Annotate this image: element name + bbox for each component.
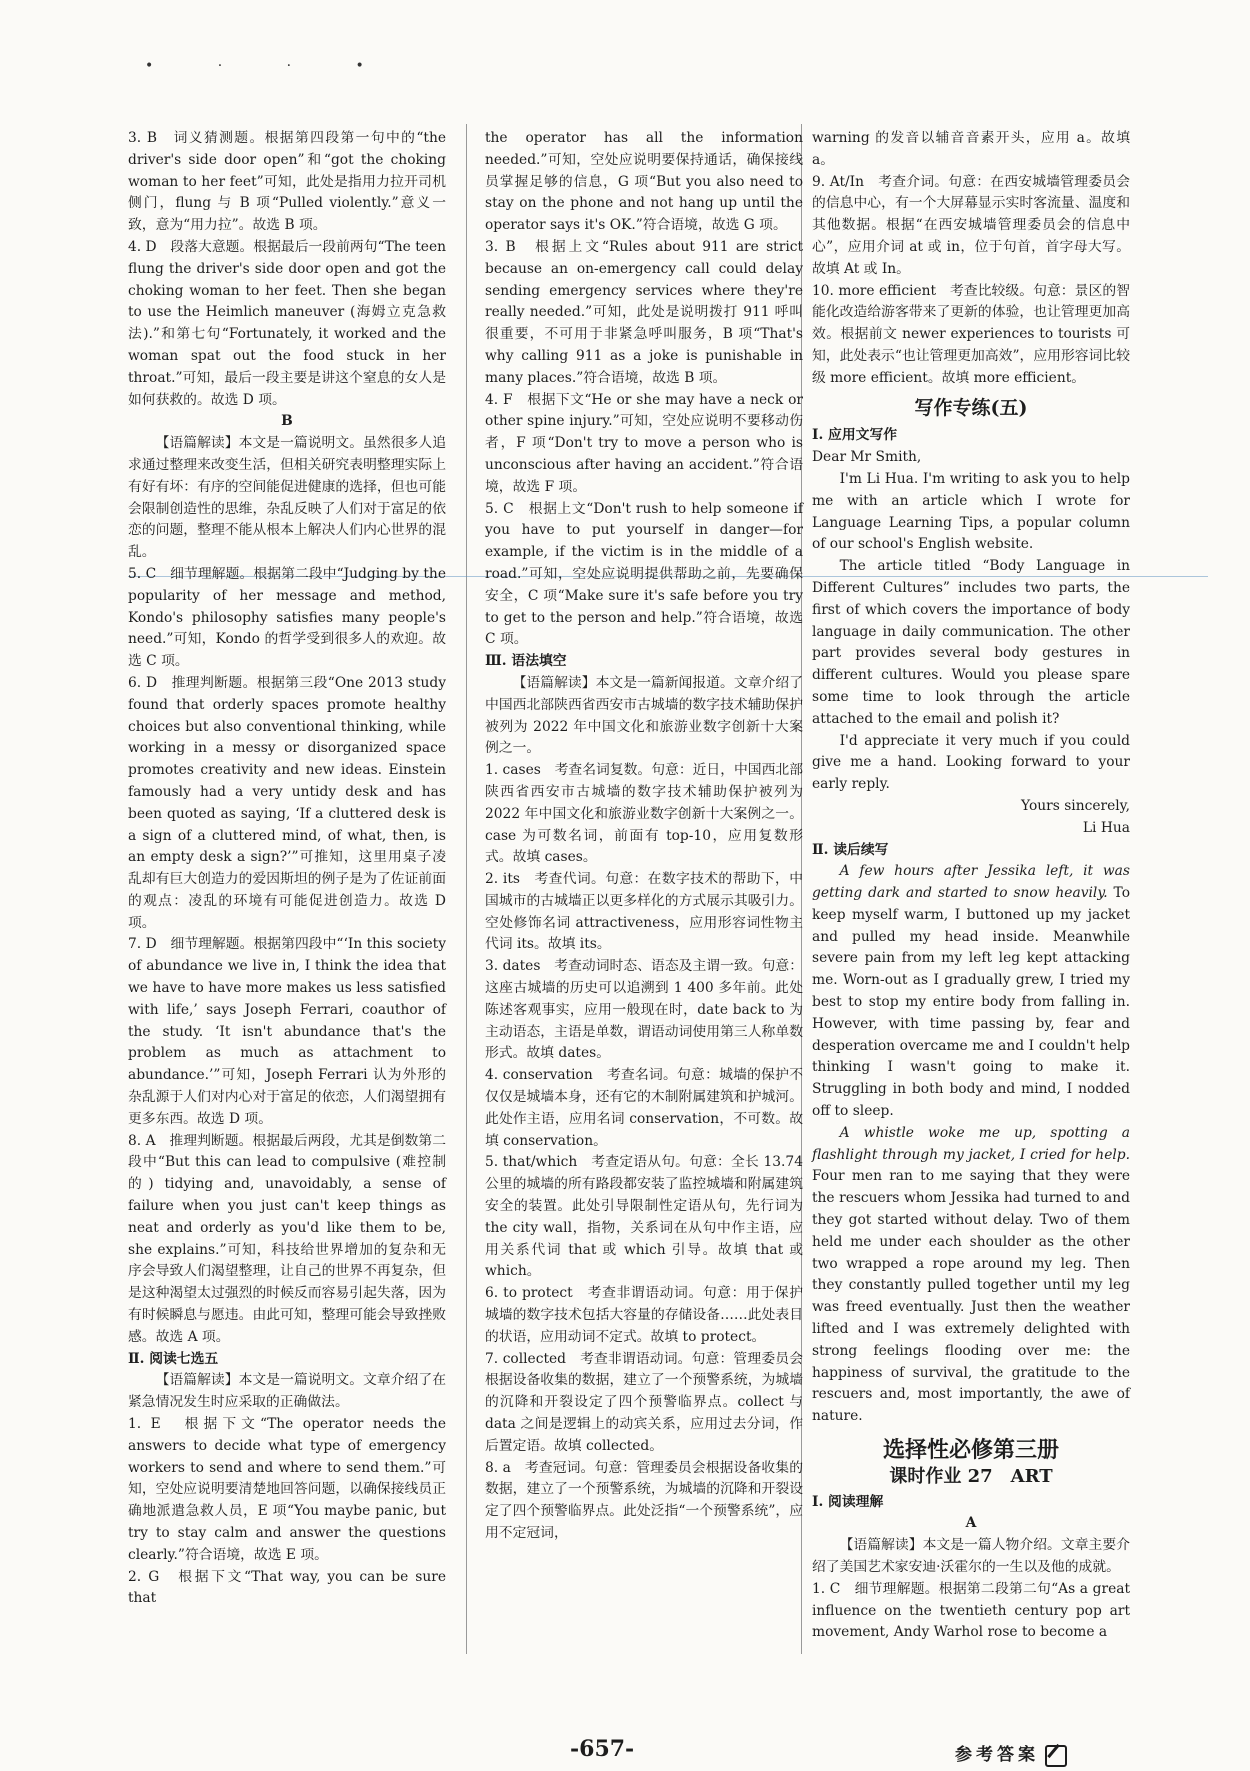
answer-3: 3. B 根据上文“Rules about 911 are strict because an on-emergency call could delay sending emergency services where they're really needed.”可知，此处是说明拨打 911 呼叫很重要，不可用于非紧急呼叫服务，B 项“That's why calling 911 as a joke is punishable in many places.”符合语境，故选 B 项。: [485, 238, 803, 386]
letter-salutation: Dear Mr Smith,: [812, 449, 922, 466]
lesson-title: 课时作业 27 ART: [889, 1465, 1053, 1487]
story-opening: A whistle woke me up, spotting a flashlight through my jacket, I cried for help.: [812, 1124, 1130, 1163]
answer-7: 7. D 细节理解题。根据第四段中“‘In this society of abundance we live in, I think the idea that we have to have more makes us less satisfied with life,’ says Joseph Ferrari, coauthor of the study. ‘It isn't abundance that's the problem as much as attachment to abundance.’”可知，Joseph Ferrari 认为外形的杂乱源于人们对内心对于富足的依恋，人们渴望拥有更多东西。故选 D 项。: [128, 936, 446, 1127]
answer-5: 5. C 细节理解题。根据第二段中“Judging by the popularity of her message and method, Kondo's philosophy satisfies many people's need.”可知，Kondo 的哲学受到很多人的欢迎。故选 C 项。: [128, 565, 446, 670]
section-b-heading: B: [281, 413, 293, 430]
story-paragraph: [812, 861, 1130, 1123]
answer-6: 6. D 推理判断题。根据第三段“One 2013 study found that orderly spaces promote healthy choices but also conventional thinking, while working in a messy or disorganized space promotes creativity and new ideas. Einstein famously had a very untidy desk and has been quoted as saying, ‘If a cluttered desk is a sign of a cluttered mind, of what, then, is an empty desk a sign?’”可推知，这里用桌子凌乱却有巨大创造力的爱因斯坦的例子是为了佐证前面的观点：凌乱的环境有可能促进创造力。故选 D 项。: [128, 674, 446, 931]
answer-5: 5. C 根据上文“Don't rush to help someone if you have to put yourself in danger—for example, if the victim is in the middle of a road.”可知，空处应说明提供帮助之前，先要确保安全，C 项“Make sure it's safe before you try to get to the person and help.”符合语境，故选 C 项。: [485, 500, 803, 648]
book-title: 选择性必修第三册: [882, 1437, 1059, 1464]
column-right: [812, 128, 1130, 1644]
column-divider: [466, 124, 467, 1654]
answer-3: 3. B 词义猜测题。根据第四段第一句中的“the driver's side door open”和“got the choking woman to her feet”可知，此处是指用力拉开司机侧门，flung 与 B 项“Pulled violently.”意义一致，意为“用力拉”。故选 B 项。: [128, 130, 446, 234]
answer-2-cont: the operator has all the information needed.”可知，空处应说明要保持通话，确保接线员掌握足够的信息，G 项“But you also need to stay on the phone and not hang up until the operator says it's OK.”符合语境，故选 G 项。: [485, 130, 803, 234]
answer-1: 1. E 根据下文“The operator needs the answers to decide what type of emergency workers to send and where to send them.”可知，空处应说明要清楚地回答问题，以确保接线员正确地派遣急救人员，E 项“You maybe panic, but try to stay calm and answer the questions clearly.”符合语境，故选 E 项。: [128, 1416, 446, 1563]
column-middle: [485, 128, 803, 1545]
story-paragraph: [812, 1123, 1130, 1428]
section-heading: Ⅱ. 读后续写: [812, 841, 889, 858]
grammar-9: 9. At/In 考查介词。句意：在西安城墙管理委员会的信息中心，有一个大屏幕显示实时客流量、温度和其他数据。根据“在西安城墙管理委员会的信息中心”，应用介词 at 或 in，位于句首，首字母大写。故填 At 或 In。: [812, 173, 1130, 277]
grammar-2: 2. its 考查代词。句意：在数字技术的帮助下，中国城市的古城墙正以更多样化的方式展示其吸引力。空处修饰名词 attractiveness，应用形容词性物主代词 its。故填 its。: [485, 871, 803, 953]
story-text: To keep myself warm, I buttoned up my jacket and pulled my head inside. Meanwhile severe pain from my left leg kept attacking me. Worn-out as I gradually grew, I tried my best to stop my entire body from falling in. However, with time passing by, fear and desperation overcame me and I couldn't help thinking I wasn't going to make it. Struggling in both body and mind, I nodded off to sleep.: [812, 885, 1130, 1120]
answer-4: 4. D 段落大意题。根据最后一段前两句“The teen flung the driver's side door open and got the choking woman to her feet. Then she began to use the Heimlich maneuver (海姆立克急救法).”和第七句“Fortunately, it worked and the woman spat out the food stuck in her throat.”可知，最后一段主要是讲这个窒息的女人是如何获救的。故选 D 项。: [128, 238, 446, 408]
letter-signature: Li Hua: [1082, 819, 1130, 836]
column-left: [128, 128, 446, 1610]
letter-paragraph: I'd appreciate it very much if you could give me a hand. Looking forward to your early reply.: [812, 732, 1130, 793]
answer-1: 1. C 细节理解题。根据第二段第二句“As a great influence on the twentieth century pop art movement, Andy Warhol rose to become a: [812, 1580, 1130, 1641]
letter-closing: Yours sincerely,: [1021, 797, 1130, 814]
passage-analysis: 【语篇解读】本文是一篇说明文。文章介绍了在紧急情况发生时应采取的正确做法。: [128, 1372, 446, 1411]
grammar-1: 1. cases 考查名词复数。句意：近日，中国西北部陕西省西安市古城墙的数字技术辅助保护被列为 2022 年中国文化和旅游业数字创新十大案例之一。case 为可数名词，前面有 top-10，应用复数形式。故填 cases。: [485, 762, 803, 866]
story-opening: A few hours after Jessika left, it was getting dark and started to snow heavily.: [812, 863, 1130, 902]
section-heading: Ⅱ. 阅读七选五: [128, 1350, 219, 1367]
grammar-7: 7. collected 考查非谓语动词。句意：管理委员会根据设备收集的数据，建立了一个预警系统，为城墙的沉降和开裂设定了四个预警临界点。collect 与 data 之间是逻辑上的动宾关系，应用过去分词，作后置定语。故填 collected。: [485, 1350, 803, 1454]
grammar-8: 8. a 考查冠词。句意：管理委员会根据设备收集的数据，建立了一个预警系统，为城墙的沉降和开裂设定了四个预警临界点。此处泛指“一个预警系统”，应用不定冠词，: [485, 1459, 803, 1541]
grammar-8-cont: warning 的发音以辅音音素开头，应用 a。故填 a。: [812, 130, 1130, 168]
answer-2: 2. G 根据下文“That way, you can be sure that: [128, 1568, 446, 1607]
grammar-4: 4. conservation 考查名词。句意：城墙的保护不仅仅是城墙本身，还有它的木制附属建筑和护城河。此处作主语，应用名词 conservation，不可数。故填 conservation。: [485, 1067, 803, 1149]
passage-analysis: 【语篇解读】本文是一篇说明文。虽然很多人追求通过整理来改变生活，但相关研究表明整理实际上有好有坏：有序的空间能促进健康的选择，但也可能会限制创造性的思维，杂乱反映了人们对于富足的依恋的问题，整理不能从根本上解决人们内心世界的混乱。: [128, 435, 446, 561]
top-marks: • · · •: [145, 58, 394, 74]
letter-paragraph: I'm Li Hua. I'm writing to ask you to help me with an article which I wrote for Language Learning Tips, a popular column of our school's English website.: [812, 470, 1130, 553]
grammar-3: 3. dates 考查动词时态、语态及主谓一致。句意：这座古城墙的历史可以追溯到 1 400 多年前。此处陈述客观事实，应用一般现在时，date back to 为主动语态，主语是单数，谓语动词使用第三人称单数形式。故填 dates。: [485, 958, 803, 1062]
passage-analysis: 【语篇解读】本文是一篇人物介绍。文章主要介绍了美国艺术家安迪·沃霍尔的一生以及他的成就。: [812, 1537, 1130, 1575]
answer-8: 8. A 推理判断题。根据最后两段，尤其是倒数第二段中“But this can lead to compulsive (难控制的) tidying and, unavoidably, a sense of failure when you just can't keep things as neat and orderly as you'd like them to be, she explains.”可知，科技给世界增加的复杂和无序会导致人们渴望整理，让自己的世界不再复杂，但是这种渴望太过强烈的时候反而容易引起失落，因为有时候瞬息与愿违。由此可知，整理可能会导致挫败感。故选 A 项。: [128, 1132, 446, 1345]
letter-paragraph: The article titled “Body Language in Different Cultures” includes two parts, the first of which covers the importance of body language in daily communication. The other part provides several body gestures in different cultures. Would you please spare some time to look through the article attached to the email and polish it?: [812, 558, 1130, 727]
section-a-heading: A: [965, 1515, 977, 1532]
section-heading: Ⅰ. 应用文写作: [812, 427, 898, 444]
section-heading: Ⅲ. 语法填空: [485, 653, 567, 670]
grammar-5: 5. that/which 考查定语从句。句意：全长 13.74 公里的城墙的所有路段都安装了监控城墙和附属建筑安全的装置。此处引导限制性定语从句，先行词为 the city wall，指物，关系词在从句中作主语，应用关系代词 that 或 which 引导。故填 that 或 which。: [485, 1154, 803, 1280]
answer-4: 4. F 根据下文“He or she may have a neck or other spine injury.”可知，空处应说明不要移动伤者，F 项“Don't try to move a person who is unconscious after having an accident.”符合语境，故选 F 项。: [485, 391, 803, 495]
footer-label: [955, 1740, 1067, 1767]
page-number: -657-: [570, 1736, 635, 1762]
grammar-10: 10. more efficient 考查比较级。句意：景区的智能化改造给游客带来了更新的体验，也让管理更加高效。根据前文 newer experiences to tourists 可知，此处表示“也让管理更加高效”，应用形容词比较级 more efficient。故填 more efficient。: [812, 282, 1130, 386]
writing-title: 写作专练(五): [914, 396, 1028, 419]
pen-icon: [1045, 1745, 1067, 1767]
footer-label-text: 参考答案: [955, 1745, 1039, 1765]
section-heading: Ⅰ. 阅读理解: [812, 1493, 884, 1510]
story-text: Four men ran to me saying that they were the rescuers whom Jessika had turned to and they got started without delay. Two of them held me under each shoulder as the other two wrapped a rope around my leg. Then they constantly pulled together until my leg was freed eventually. Just then the weather lifted and I was extremely delighted with strong feelings flooding over me: the happiness of survival, the gratitude to the rescuers and, most importantly, the awe of nature.: [812, 1168, 1130, 1425]
passage-analysis: 【语篇解读】本文是一篇新闻报道。文章介绍了中国西北部陕西省西安市古城墙的数字技术辅助保护被列为 2022 年中国文化和旅游业数字创新十大案例之一。: [485, 674, 803, 757]
grammar-6: 6. to protect 考查非谓语动词。句意：用于保护城墙的数字技术包括大容量的存储设备……此处表目的状语，应用动词不定式。故填 to protect。: [485, 1285, 803, 1345]
